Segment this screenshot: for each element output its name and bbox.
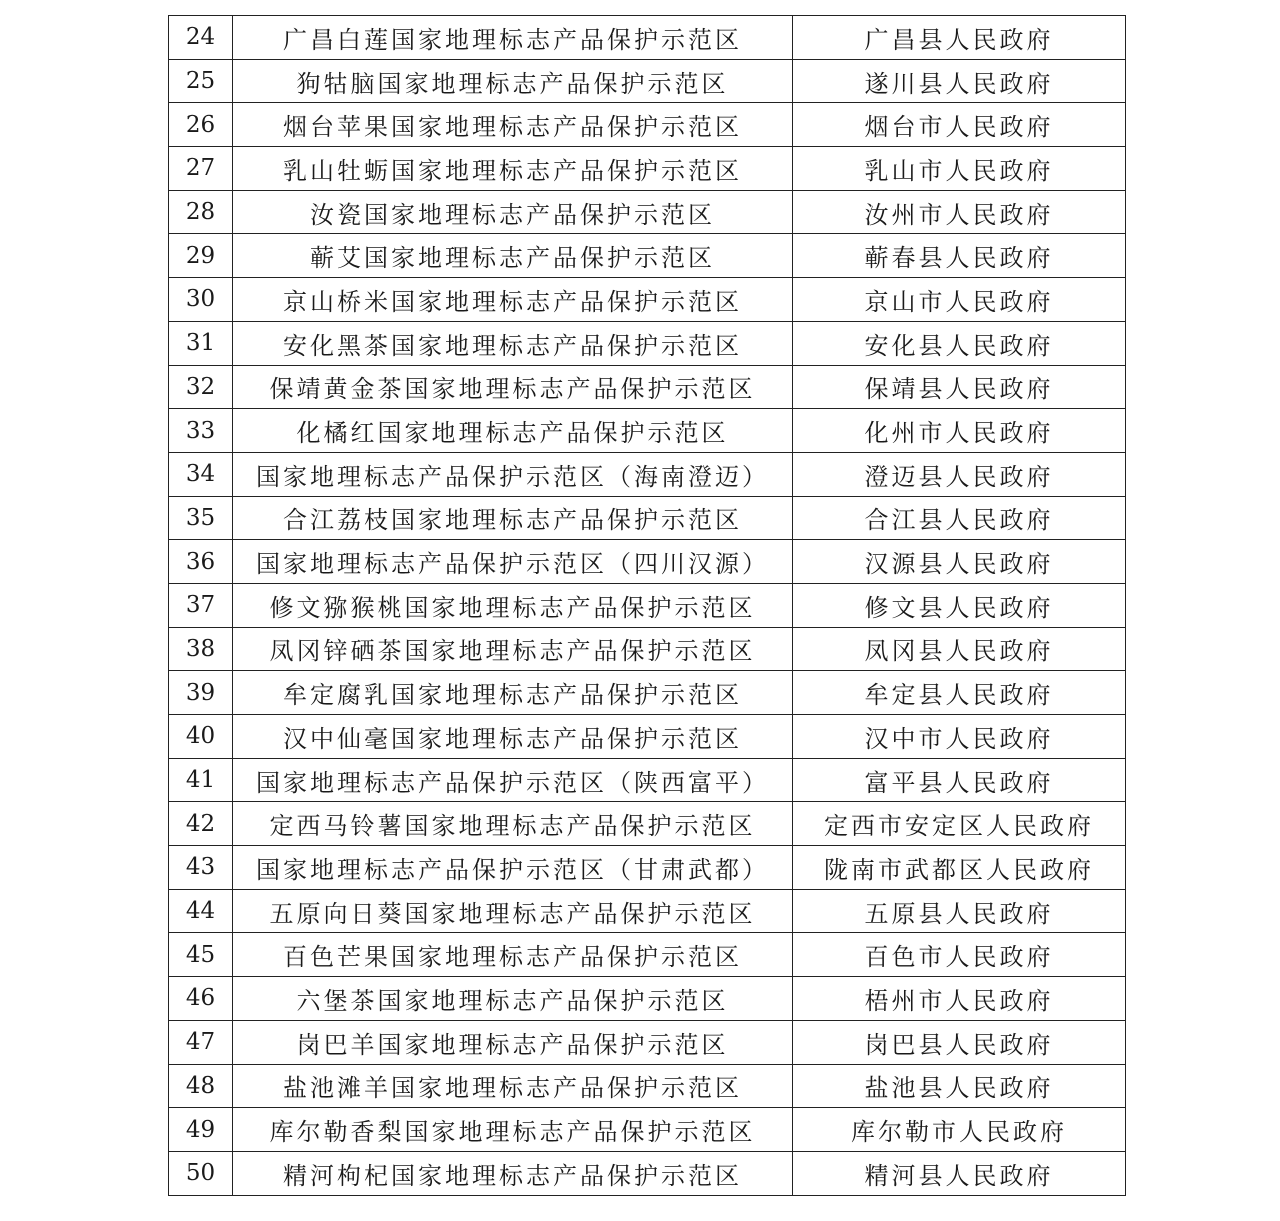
zone-name: 国家地理标志产品保护示范区（陕西富平） bbox=[233, 758, 793, 802]
zone-name: 修文猕猴桃国家地理标志产品保护示范区 bbox=[233, 583, 793, 627]
zone-name: 广昌白莲国家地理标志产品保护示范区 bbox=[233, 16, 793, 60]
government-name: 牟定县人民政府 bbox=[793, 671, 1126, 715]
government-name: 富平县人民政府 bbox=[793, 758, 1126, 802]
zone-name: 狗牯脑国家地理标志产品保护示范区 bbox=[233, 59, 793, 103]
row-number: 24 bbox=[169, 16, 233, 60]
government-name: 五原县人民政府 bbox=[793, 889, 1126, 933]
zone-name: 牟定腐乳国家地理标志产品保护示范区 bbox=[233, 671, 793, 715]
government-name: 京山市人民政府 bbox=[793, 278, 1126, 322]
row-number: 50 bbox=[169, 1151, 233, 1195]
zone-name: 国家地理标志产品保护示范区（四川汉源） bbox=[233, 540, 793, 584]
row-number: 33 bbox=[169, 409, 233, 453]
government-name: 盐池县人民政府 bbox=[793, 1064, 1126, 1108]
row-number: 29 bbox=[169, 234, 233, 278]
government-name: 汉中市人民政府 bbox=[793, 715, 1126, 759]
row-number: 34 bbox=[169, 452, 233, 496]
table-row bbox=[169, 671, 1126, 715]
table-row bbox=[169, 715, 1126, 759]
table-row bbox=[169, 147, 1126, 191]
table-row bbox=[169, 103, 1126, 147]
row-number: 26 bbox=[169, 103, 233, 147]
table-row bbox=[169, 16, 1126, 60]
demo-zone-table bbox=[168, 15, 1126, 1196]
zone-name: 烟台苹果国家地理标志产品保护示范区 bbox=[233, 103, 793, 147]
table-row bbox=[169, 627, 1126, 671]
table-row bbox=[169, 1108, 1126, 1152]
row-number: 46 bbox=[169, 977, 233, 1021]
zone-name: 蕲艾国家地理标志产品保护示范区 bbox=[233, 234, 793, 278]
government-name: 百色市人民政府 bbox=[793, 933, 1126, 977]
government-name: 澄迈县人民政府 bbox=[793, 452, 1126, 496]
zone-name: 安化黑茶国家地理标志产品保护示范区 bbox=[233, 321, 793, 365]
table-row bbox=[169, 1020, 1126, 1064]
row-number: 43 bbox=[169, 846, 233, 890]
table-row bbox=[169, 234, 1126, 278]
table-row bbox=[169, 496, 1126, 540]
row-number: 49 bbox=[169, 1108, 233, 1152]
row-number: 42 bbox=[169, 802, 233, 846]
government-name: 定西市安定区人民政府 bbox=[793, 802, 1126, 846]
zone-name: 汉中仙毫国家地理标志产品保护示范区 bbox=[233, 715, 793, 759]
table-row bbox=[169, 583, 1126, 627]
government-name: 乳山市人民政府 bbox=[793, 147, 1126, 191]
government-name: 汉源县人民政府 bbox=[793, 540, 1126, 584]
government-name: 陇南市武都区人民政府 bbox=[793, 846, 1126, 890]
table-row bbox=[169, 540, 1126, 584]
zone-name: 化橘红国家地理标志产品保护示范区 bbox=[233, 409, 793, 453]
zone-name: 国家地理标志产品保护示范区（海南澄迈） bbox=[233, 452, 793, 496]
row-number: 28 bbox=[169, 190, 233, 234]
row-number: 48 bbox=[169, 1064, 233, 1108]
row-number: 41 bbox=[169, 758, 233, 802]
table-row bbox=[169, 278, 1126, 322]
zone-name: 合江荔枝国家地理标志产品保护示范区 bbox=[233, 496, 793, 540]
table-row bbox=[169, 365, 1126, 409]
table-row bbox=[169, 1151, 1126, 1195]
row-number: 27 bbox=[169, 147, 233, 191]
zone-name: 六堡茶国家地理标志产品保护示范区 bbox=[233, 977, 793, 1021]
zone-name: 精河枸杞国家地理标志产品保护示范区 bbox=[233, 1151, 793, 1195]
government-name: 梧州市人民政府 bbox=[793, 977, 1126, 1021]
zone-name: 乳山牡蛎国家地理标志产品保护示范区 bbox=[233, 147, 793, 191]
row-number: 47 bbox=[169, 1020, 233, 1064]
row-number: 38 bbox=[169, 627, 233, 671]
zone-name: 岗巴羊国家地理标志产品保护示范区 bbox=[233, 1020, 793, 1064]
zone-name: 百色芒果国家地理标志产品保护示范区 bbox=[233, 933, 793, 977]
table-row bbox=[169, 933, 1126, 977]
government-name: 精河县人民政府 bbox=[793, 1151, 1126, 1195]
row-number: 44 bbox=[169, 889, 233, 933]
table-row bbox=[169, 321, 1126, 365]
row-number: 25 bbox=[169, 59, 233, 103]
government-name: 化州市人民政府 bbox=[793, 409, 1126, 453]
government-name: 保靖县人民政府 bbox=[793, 365, 1126, 409]
table-row bbox=[169, 889, 1126, 933]
table-row bbox=[169, 409, 1126, 453]
row-number: 32 bbox=[169, 365, 233, 409]
zone-name: 凤冈锌硒茶国家地理标志产品保护示范区 bbox=[233, 627, 793, 671]
table-body bbox=[169, 16, 1126, 1196]
table-row bbox=[169, 802, 1126, 846]
government-name: 蕲春县人民政府 bbox=[793, 234, 1126, 278]
government-name: 合江县人民政府 bbox=[793, 496, 1126, 540]
table-row bbox=[169, 190, 1126, 234]
table-row bbox=[169, 758, 1126, 802]
government-name: 汝州市人民政府 bbox=[793, 190, 1126, 234]
zone-name: 库尔勒香梨国家地理标志产品保护示范区 bbox=[233, 1108, 793, 1152]
row-number: 36 bbox=[169, 540, 233, 584]
row-number: 30 bbox=[169, 278, 233, 322]
row-number: 39 bbox=[169, 671, 233, 715]
row-number: 40 bbox=[169, 715, 233, 759]
government-name: 遂川县人民政府 bbox=[793, 59, 1126, 103]
government-name: 岗巴县人民政府 bbox=[793, 1020, 1126, 1064]
zone-name: 保靖黄金茶国家地理标志产品保护示范区 bbox=[233, 365, 793, 409]
table-row bbox=[169, 977, 1126, 1021]
zone-name: 定西马铃薯国家地理标志产品保护示范区 bbox=[233, 802, 793, 846]
table-row bbox=[169, 1064, 1126, 1108]
government-name: 库尔勒市人民政府 bbox=[793, 1108, 1126, 1152]
table-row bbox=[169, 452, 1126, 496]
government-name: 修文县人民政府 bbox=[793, 583, 1126, 627]
table-row bbox=[169, 846, 1126, 890]
row-number: 31 bbox=[169, 321, 233, 365]
government-name: 烟台市人民政府 bbox=[793, 103, 1126, 147]
row-number: 45 bbox=[169, 933, 233, 977]
zone-name: 五原向日葵国家地理标志产品保护示范区 bbox=[233, 889, 793, 933]
row-number: 37 bbox=[169, 583, 233, 627]
government-name: 安化县人民政府 bbox=[793, 321, 1126, 365]
table-row bbox=[169, 59, 1126, 103]
zone-name: 国家地理标志产品保护示范区（甘肃武都） bbox=[233, 846, 793, 890]
zone-name: 盐池滩羊国家地理标志产品保护示范区 bbox=[233, 1064, 793, 1108]
zone-name: 京山桥米国家地理标志产品保护示范区 bbox=[233, 278, 793, 322]
government-name: 凤冈县人民政府 bbox=[793, 627, 1126, 671]
row-number: 35 bbox=[169, 496, 233, 540]
government-name: 广昌县人民政府 bbox=[793, 16, 1126, 60]
zone-name: 汝瓷国家地理标志产品保护示范区 bbox=[233, 190, 793, 234]
